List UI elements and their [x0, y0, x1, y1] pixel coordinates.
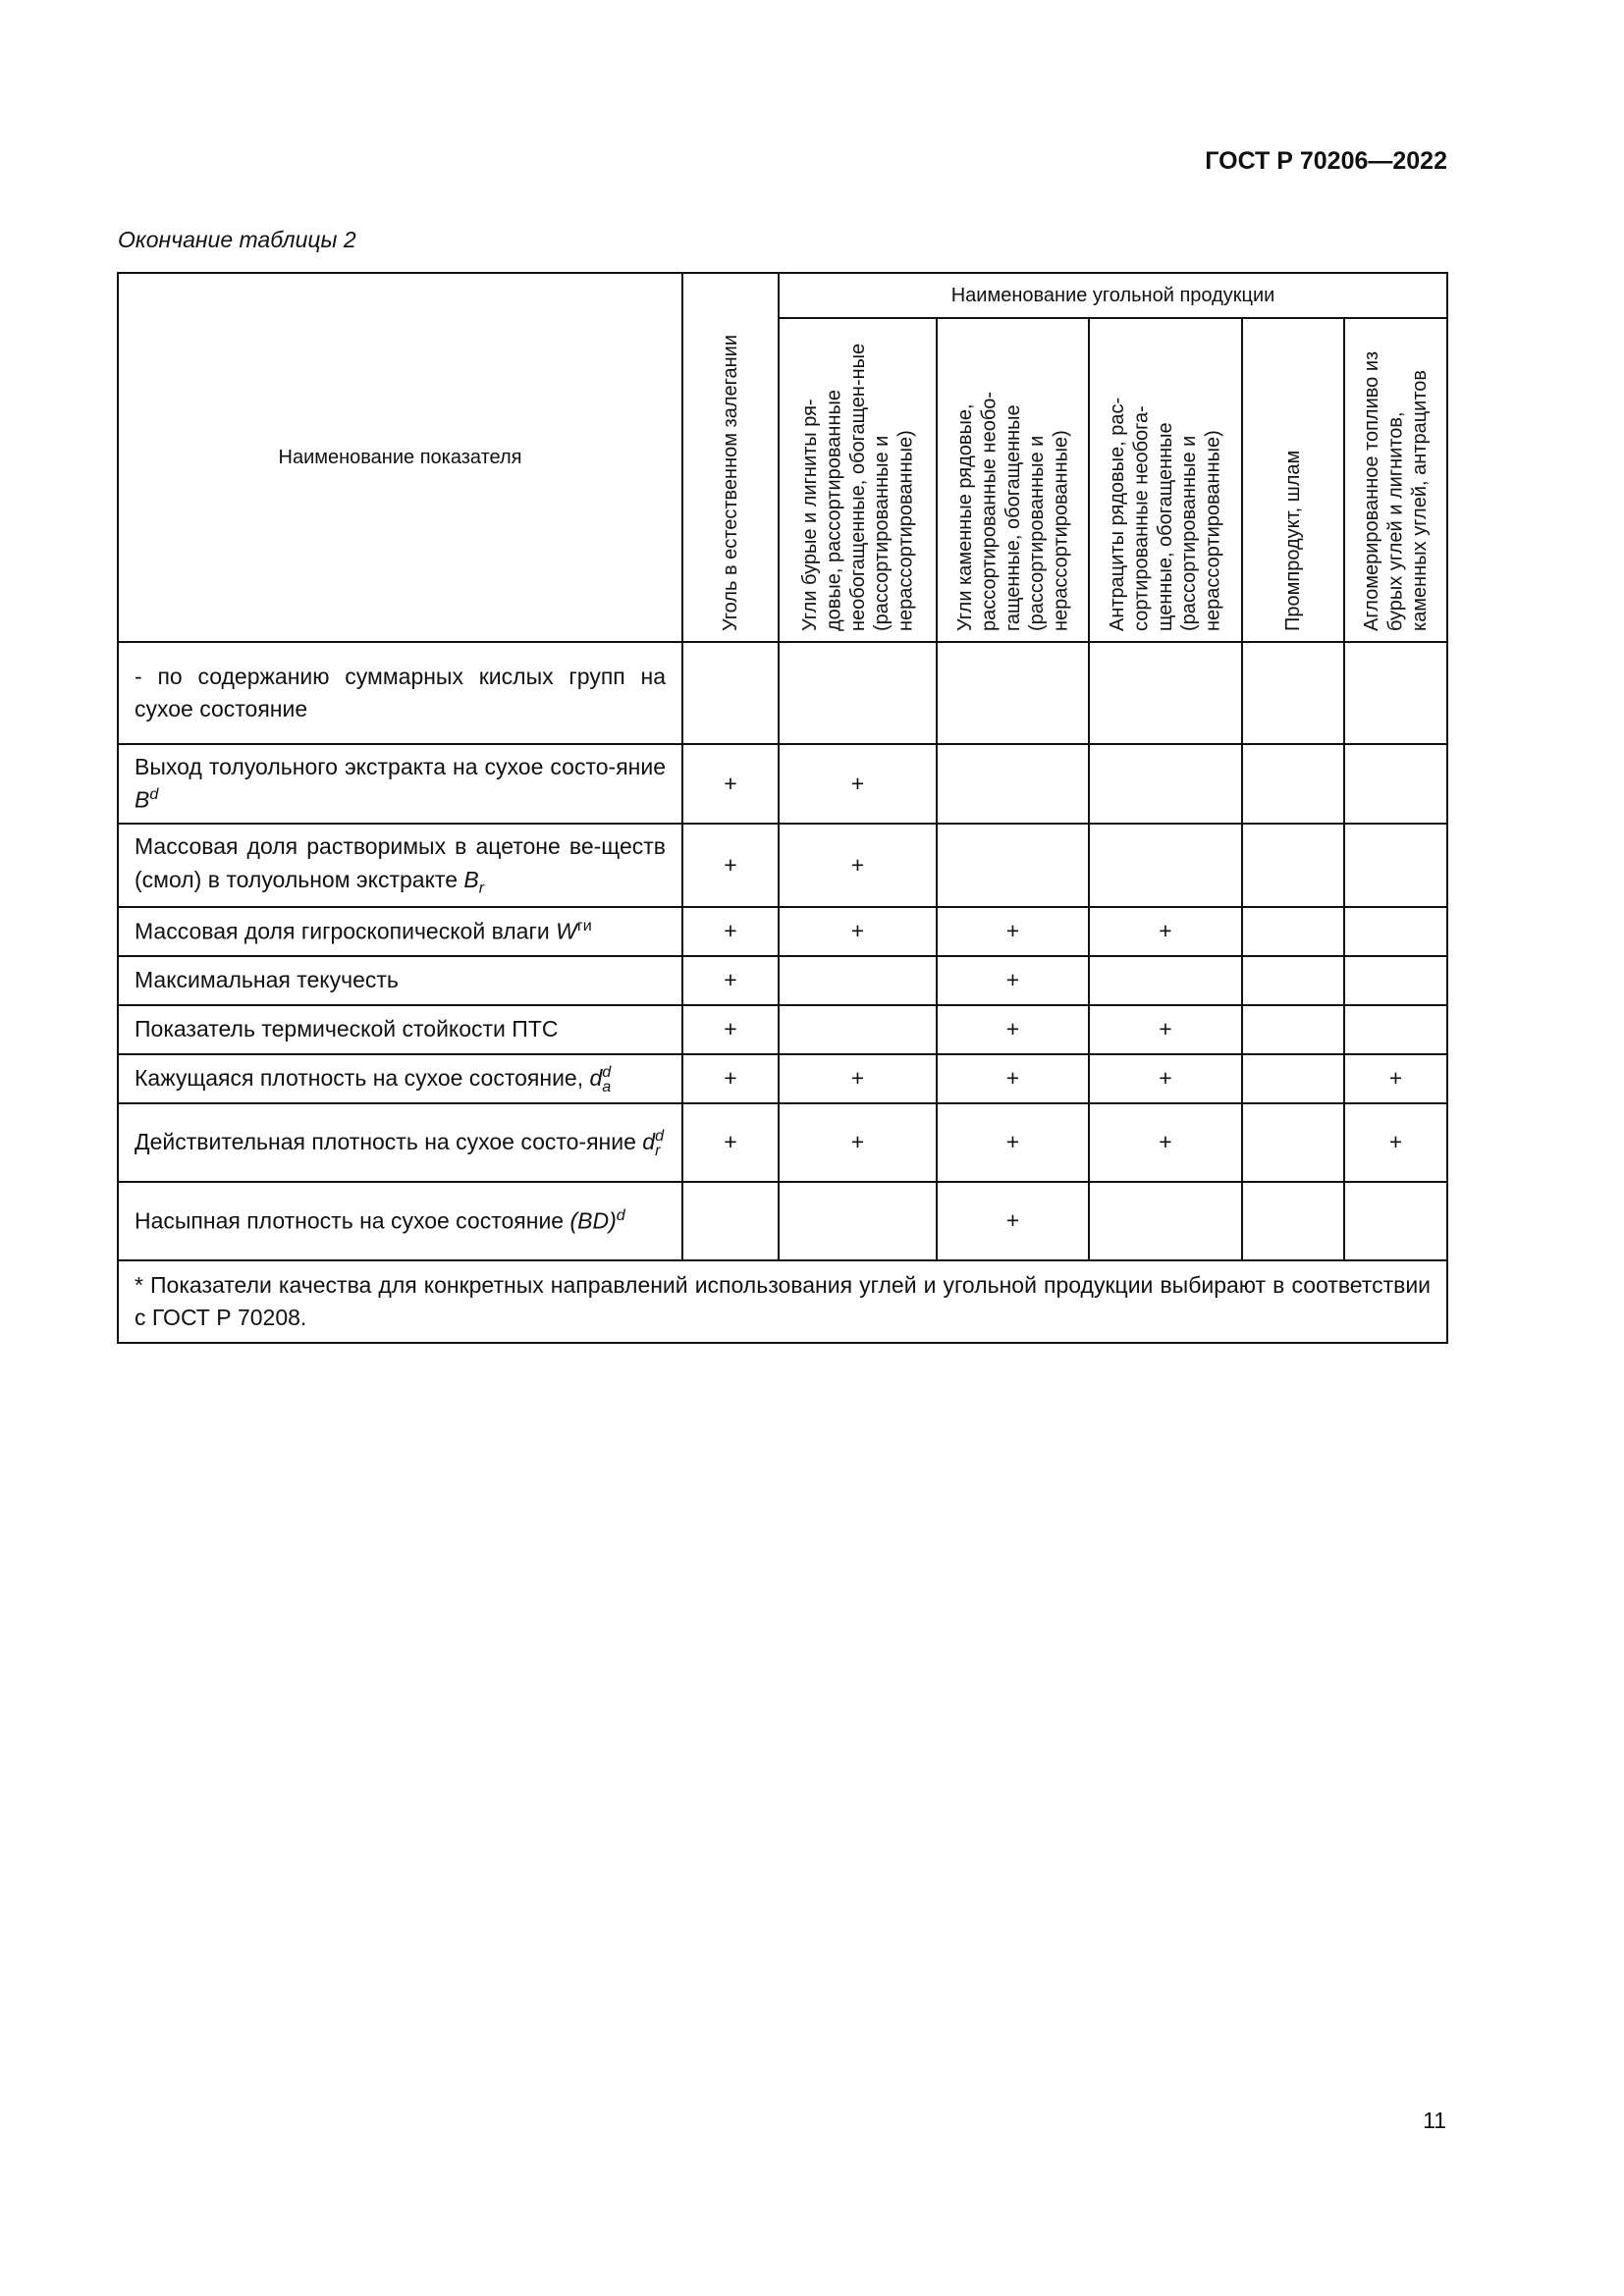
indicator-label: Массовая доля растворимых в ацетоне ве-ществ (смол) в толуольном экстракте $B_r$: [118, 824, 682, 906]
mark-cell: +: [682, 1054, 779, 1103]
footnote-row: [118, 1260, 1447, 1344]
mark-cell: [779, 1182, 937, 1260]
column-label: Угли каменные рядовые, рассортированные необо-гащенные, обогащенные (рассортированные и нерассортированные): [953, 391, 1072, 631]
column-label: Антрациты рядовые, рас-сортированные необога-щенные, обогащенные (рассортированные и нерассортированные): [1107, 397, 1224, 631]
indicator-label: Показатель термической стойкости ПТС: [118, 1005, 682, 1054]
mark-cell: +: [937, 1054, 1089, 1103]
indicator-label: Насыпная плотность на сухое состояние (BD)$^d$: [118, 1182, 682, 1260]
mark-cell: +: [937, 1103, 1089, 1182]
mark-cell: +: [937, 1182, 1089, 1260]
mark-cell: [1089, 824, 1242, 906]
table-row: [118, 1005, 1447, 1054]
mark-cell: [937, 824, 1089, 906]
column-label: Промпродукт, шлам: [1281, 450, 1304, 631]
mark-cell: +: [937, 1005, 1089, 1054]
table-row: [118, 824, 1447, 906]
mark-cell: +: [682, 1005, 779, 1054]
mark-cell: [1344, 1005, 1447, 1054]
mark-cell: [779, 1005, 937, 1054]
mark-cell: [1242, 744, 1344, 824]
footnote: * Показатели качества для конкретных направлений использования углей и угольной продукции выбирают в соответствии с ГОСТ Р 70208.: [118, 1260, 1447, 1344]
mark-cell: [1242, 1103, 1344, 1182]
product-group-header: Наименование угольной продукции: [779, 273, 1447, 318]
mark-cell: [1089, 956, 1242, 1005]
mark-cell: [682, 1182, 779, 1260]
table-row: [118, 907, 1447, 956]
indicator-label: Массовая доля гигроскопической влаги $W^{ги}$: [118, 907, 682, 956]
column-header-hard-coal: [937, 318, 1089, 642]
mark-cell: [937, 642, 1089, 744]
mark-cell: [1089, 744, 1242, 824]
table-row: [118, 642, 1447, 744]
mark-cell: +: [779, 744, 937, 824]
mark-cell: +: [1089, 907, 1242, 956]
mark-cell: [1242, 1054, 1344, 1103]
mark-cell: +: [937, 907, 1089, 956]
mark-cell: [937, 744, 1089, 824]
mark-cell: [1242, 907, 1344, 956]
column-label: Угли бурые и лигниты ря-довые, рассортированные необогащенные, обогащен-ные (рассортированные и нерассортированные): [798, 343, 917, 631]
mark-cell: [1242, 956, 1344, 1005]
column-header-agglomerated-fuel: [1344, 318, 1447, 642]
table-row: [118, 1103, 1447, 1182]
mark-cell: +: [682, 1103, 779, 1182]
mark-cell: [779, 956, 937, 1005]
mark-cell: [1242, 824, 1344, 906]
indicator-label: Действительная плотность на сухое состо-яние d d r: [118, 1103, 682, 1182]
mark-cell: +: [1344, 1103, 1447, 1182]
mark-cell: [1344, 642, 1447, 744]
table-caption: Окончание таблицы 2: [118, 227, 356, 252]
mark-cell: [682, 642, 779, 744]
mark-cell: +: [1089, 1054, 1242, 1103]
mark-cell: [1344, 824, 1447, 906]
coal-in-place-header: [682, 273, 779, 642]
mark-cell: +: [682, 744, 779, 824]
mark-cell: [1242, 642, 1344, 744]
mark-cell: [1089, 642, 1242, 744]
indicators-table: [117, 272, 1448, 1344]
coal-in-place-label: Уголь в естественном залегании: [719, 334, 741, 631]
mark-cell: [1089, 1182, 1242, 1260]
mark-cell: +: [682, 824, 779, 906]
column-header-anthracite: [1089, 318, 1242, 642]
indicator-label: - по содержанию суммарных кислых групп на сухое состояние: [118, 642, 682, 744]
column-header-middlings: [1242, 318, 1344, 642]
mark-cell: +: [779, 907, 937, 956]
page-number: 11: [1423, 2108, 1446, 2133]
mark-cell: [1344, 1182, 1447, 1260]
mark-cell: +: [779, 824, 937, 906]
table-row: [118, 744, 1447, 824]
standard-number: ГОСТ Р 70206—2022: [1205, 147, 1447, 175]
mark-cell: +: [682, 956, 779, 1005]
table-row: [118, 1182, 1447, 1260]
column-label: Агломерированное топливо из бурых углей и лигнитов, каменных углей, антрацитов: [1360, 350, 1431, 631]
table-row: [118, 1054, 1447, 1103]
table-row: [118, 956, 1447, 1005]
mark-cell: +: [1089, 1005, 1242, 1054]
mark-cell: [1344, 744, 1447, 824]
mark-cell: [779, 642, 937, 744]
mark-cell: [1344, 956, 1447, 1005]
mark-cell: +: [779, 1054, 937, 1103]
mark-cell: [1242, 1182, 1344, 1260]
mark-cell: +: [1344, 1054, 1447, 1103]
indicator-label: Выход толуольного экстракта на сухое состо-яние $B^d$: [118, 744, 682, 824]
mark-cell: +: [779, 1103, 937, 1182]
mark-cell: +: [1089, 1103, 1242, 1182]
column-header-brown-coal: [779, 318, 937, 642]
mark-cell: [1242, 1005, 1344, 1054]
mark-cell: +: [937, 956, 1089, 1005]
mark-cell: [1344, 907, 1447, 956]
indicator-name-header: Наименование показателя: [118, 273, 682, 642]
mark-cell: +: [682, 907, 779, 956]
indicator-label: Максимальная текучесть: [118, 956, 682, 1005]
indicator-label: Кажущаяся плотность на сухое состояние, d d a: [118, 1054, 682, 1103]
